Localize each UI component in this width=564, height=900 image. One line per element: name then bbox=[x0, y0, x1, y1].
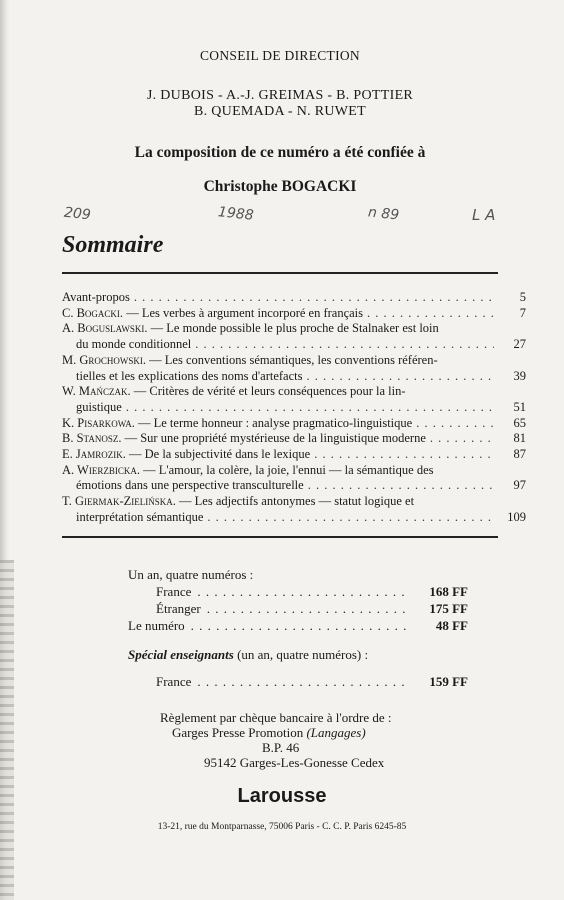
toc-author: T. Giermak-Zielińska. bbox=[62, 494, 176, 509]
publisher-address: 13-21, rue du Montparnasse, 75006 Paris - C. C. P. Paris 6245-85 bbox=[157, 822, 407, 832]
toc-author: A. Boguslawski. bbox=[62, 321, 148, 336]
toc-entry bbox=[62, 384, 526, 415]
toc-page-number: 65 bbox=[513, 415, 526, 430]
handwritten-note-1: 209 bbox=[63, 204, 92, 224]
subscription-block bbox=[128, 566, 468, 690]
toc-entry bbox=[62, 305, 526, 322]
bottom-rule bbox=[62, 536, 498, 538]
toc-page-number: 39 bbox=[513, 368, 526, 383]
toc-line-text bbox=[62, 416, 412, 432]
top-rule bbox=[62, 272, 498, 274]
price-label: Le numéro bbox=[128, 618, 185, 633]
toc-line-text bbox=[76, 478, 304, 494]
payment-line-4: 95142 Garges-Les-Gonesse Cedex bbox=[204, 755, 385, 770]
payment-line-2 bbox=[160, 725, 460, 740]
leader-dots bbox=[126, 400, 494, 416]
sommaire-title: Sommaire bbox=[62, 232, 164, 258]
toc-line bbox=[62, 400, 498, 416]
toc-line-text bbox=[76, 400, 122, 416]
binding-edge bbox=[0, 560, 14, 900]
special-detail: (un an, quatre numéros) : bbox=[233, 647, 369, 662]
leader-dots bbox=[308, 478, 494, 494]
toc-entry bbox=[62, 494, 526, 525]
toc-line-text bbox=[62, 494, 414, 510]
issue-editor: Christophe BOGACKI bbox=[203, 178, 357, 195]
toc-title: émotions dans une perspective transculturelle bbox=[76, 478, 304, 493]
leader-dots bbox=[195, 337, 494, 353]
toc-line-text bbox=[62, 290, 130, 306]
toc-entry bbox=[62, 447, 526, 463]
toc-title: — Le terme honneur : analyse pragmatico-linguistique bbox=[134, 415, 413, 430]
toc-author: W. Mańczak. bbox=[62, 384, 131, 399]
price-label: France bbox=[156, 584, 192, 599]
price-label: France bbox=[156, 674, 192, 689]
leader-dots bbox=[307, 369, 495, 385]
toc-title: du monde conditionnel bbox=[76, 337, 192, 352]
payment-line-1: Règlement par chèque bancaire à l'ordre de : bbox=[160, 710, 392, 725]
price-label: Étranger bbox=[156, 601, 201, 616]
special-label: Spécial enseignants bbox=[128, 647, 234, 662]
composition-note: La composition de ce numéro a été confiée à bbox=[134, 144, 426, 161]
toc-title: — Sur une propriété mystérieuse de la linguistique moderne bbox=[121, 431, 426, 446]
toc-line bbox=[62, 463, 498, 479]
toc-title: — L'amour, la colère, la joie, l'ennui — la sémantique des bbox=[139, 462, 434, 477]
toc-entry bbox=[62, 431, 526, 447]
toc-title: tielles et les explications des noms d'artefacts bbox=[76, 368, 303, 383]
toc-line bbox=[62, 306, 498, 322]
toc-title: — Le monde possible le plus proche de Stalnaker est loin bbox=[147, 321, 439, 336]
toc-line bbox=[62, 510, 498, 526]
toc-title: Avant-propos bbox=[62, 290, 130, 304]
toc-title: — Les verbes à argument incorporé en français bbox=[123, 305, 364, 320]
members-line-1: J. DUBOIS - A.-J. GREIMAS - B. POTTIER bbox=[146, 88, 414, 103]
leader-dots bbox=[367, 306, 494, 322]
leader-dots bbox=[314, 447, 494, 463]
price-row-special-france bbox=[128, 673, 468, 690]
toc-title: — Les conventions sémantiques, les conventions référen- bbox=[146, 352, 438, 367]
toc-title: — Critères de vérité et leurs conséquences pour la lin- bbox=[130, 384, 406, 399]
members-line-2: B. QUEMADA - N. RUWET bbox=[194, 104, 366, 119]
toc-line bbox=[62, 290, 498, 306]
toc-entry bbox=[62, 415, 526, 432]
price-row-etranger bbox=[128, 600, 468, 617]
toc-entry bbox=[62, 462, 526, 494]
toc-page-number: 51 bbox=[513, 399, 526, 414]
toc-line-text bbox=[62, 384, 406, 400]
table-of-contents bbox=[62, 290, 526, 526]
payee-name: Garges Presse Promotion bbox=[172, 725, 307, 740]
toc-line-text bbox=[62, 353, 438, 369]
toc-page-number: 109 bbox=[507, 509, 526, 524]
publisher-name: Larousse bbox=[237, 785, 327, 807]
payee-journal: (Langages) bbox=[306, 725, 366, 740]
toc-line-text bbox=[62, 431, 426, 447]
toc-line bbox=[62, 494, 498, 510]
special-teachers-heading bbox=[128, 646, 468, 663]
toc-entry bbox=[62, 352, 526, 384]
price-value: 159 FF bbox=[429, 674, 468, 689]
toc-line-text bbox=[76, 369, 303, 385]
toc-author: C. Bogacki. bbox=[62, 305, 124, 320]
toc-line-text bbox=[62, 463, 433, 479]
toc-title: interprétation sémantique bbox=[76, 509, 204, 524]
toc-page-number: 87 bbox=[513, 447, 526, 462]
leader-dots bbox=[207, 510, 494, 526]
price-value: 48 FF bbox=[435, 618, 468, 633]
toc-line-text bbox=[76, 510, 203, 526]
toc-author: A. Wierzbicka. bbox=[62, 462, 140, 477]
toc-line bbox=[62, 369, 498, 385]
payment-instructions bbox=[160, 710, 460, 770]
leader-dots bbox=[191, 617, 410, 634]
toc-author: E. Jamrozik. bbox=[62, 447, 126, 462]
payment-line-3: B.P. 46 bbox=[262, 740, 300, 755]
toc-line-text bbox=[76, 337, 191, 353]
toc-line bbox=[62, 384, 498, 400]
toc-line-text bbox=[62, 321, 439, 337]
toc-title: — Les adjectifs antonymes — statut logique et bbox=[175, 494, 415, 509]
leader-dots bbox=[197, 673, 410, 690]
toc-page-number: 5 bbox=[519, 290, 526, 304]
toc-entry bbox=[62, 290, 526, 306]
price-row-numero bbox=[128, 617, 468, 634]
subscription-heading: Un an, quatre numéros : bbox=[128, 567, 254, 582]
toc-line-text bbox=[62, 447, 310, 463]
leader-dots bbox=[207, 600, 410, 617]
toc-line bbox=[62, 321, 498, 337]
handwritten-note-2: 1988 bbox=[217, 204, 255, 224]
toc-title: guistique bbox=[76, 399, 122, 414]
leader-dots bbox=[197, 583, 410, 600]
toc-line bbox=[62, 416, 498, 432]
leader-dots bbox=[134, 290, 494, 306]
toc-page-number: 81 bbox=[513, 431, 526, 446]
toc-line bbox=[62, 431, 498, 447]
toc-title: — De la subjectivité dans le lexique bbox=[125, 447, 311, 462]
council-heading: CONSEIL DE DIRECTION bbox=[200, 48, 360, 63]
leader-dots bbox=[416, 416, 494, 432]
toc-entry bbox=[62, 321, 526, 352]
toc-author: B. Stanosz. bbox=[62, 431, 122, 446]
toc-line bbox=[62, 337, 498, 353]
toc-page-number: 27 bbox=[513, 337, 526, 352]
toc-line-text bbox=[62, 306, 363, 322]
handwritten-note-3: n 89 bbox=[367, 204, 400, 224]
toc-line bbox=[62, 353, 498, 369]
price-row-france bbox=[128, 583, 468, 600]
toc-line bbox=[62, 447, 498, 463]
council-members bbox=[60, 88, 500, 120]
toc-line bbox=[62, 478, 498, 494]
price-value: 175 FF bbox=[429, 601, 468, 616]
price-value: 168 FF bbox=[429, 584, 468, 599]
toc-page-number: 7 bbox=[519, 305, 526, 320]
leader-dots bbox=[430, 431, 494, 447]
toc-author: K. Pisarkowa. bbox=[62, 415, 135, 430]
toc-author: M. Grochowski. bbox=[62, 352, 147, 367]
handwritten-note-4: L A bbox=[472, 206, 496, 224]
toc-page-number: 97 bbox=[513, 478, 526, 493]
